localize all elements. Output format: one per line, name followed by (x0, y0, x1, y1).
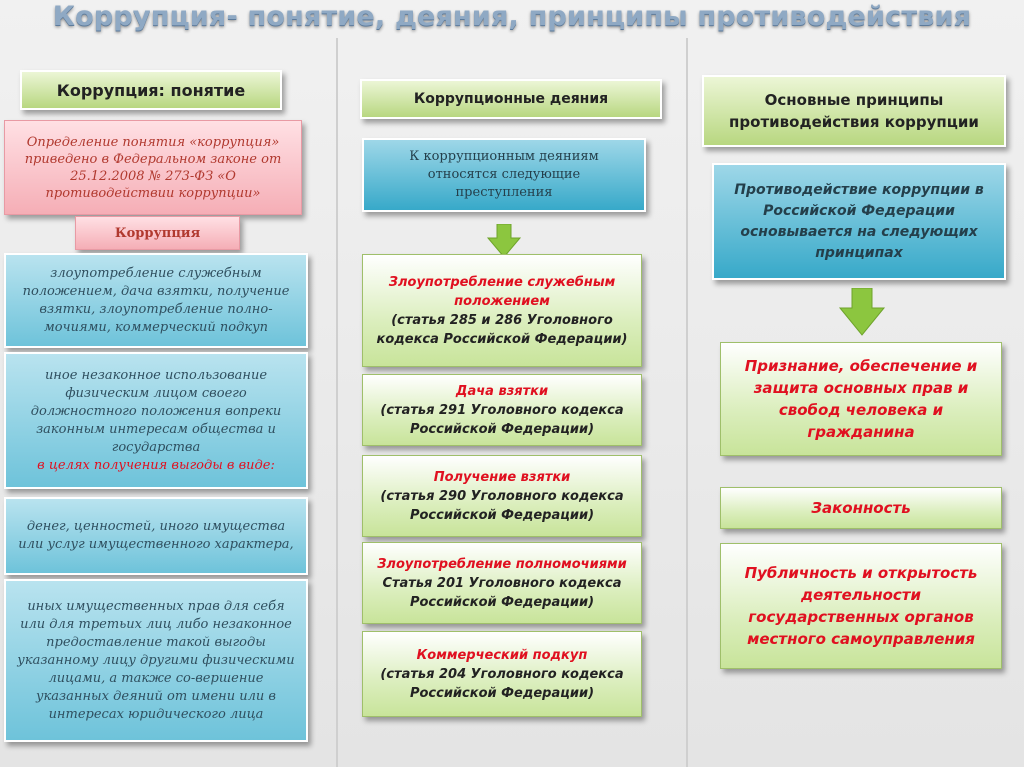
page-title: Коррупция- понятие, деяния, принципы противодействия (52, 1, 972, 32)
item-highlight: в целях получения выгоды в виде: (37, 457, 275, 473)
act-name: Получение взятки (433, 469, 571, 485)
corruption-definition: Определение понятия «коррупция» приведено в Федеральном законе от 25.12.2008 № 273-ФЗ «О противодействии коррупции» (4, 120, 302, 215)
corruption-act-card (362, 542, 642, 624)
left-column-header: Коррупция: понятие (20, 70, 282, 110)
corruption-act-card (362, 455, 642, 537)
act-name: Злоупотребление полномочиями (377, 556, 627, 572)
principles-intro: Противодействие коррупции в Российской Федерации основывается на следующих принципах (712, 163, 1006, 280)
act-reference: Статья 201 Уголовного кодекса Российской Федерации) (382, 575, 622, 610)
corruption-act-card (362, 374, 642, 446)
act-reference: (статья 285 и 286 Уголовного кодекса Российской Федерации) (376, 312, 628, 347)
middle-column-header: Коррупционные деяния (360, 79, 662, 119)
corruption-definition-item (4, 352, 308, 489)
arrow-down-icon (486, 224, 522, 258)
corruption-definition-item: иных имущественных прав для себя или для третьих лиц либо незаконное предоставление такой выгоды указанному лицу другими физическими лицами, а также со-вершение указанных деяний от имени или в интересах юридического лица (4, 579, 308, 742)
act-reference: (статья 290 Уголовного кодекса Российской Федерации) (380, 488, 624, 523)
corruption-definition-item: злоупотребление служебным положением, дача взятки, получение взятки, злоупотребление полно-мочиями, коммерческий подкуп (4, 253, 308, 348)
corruption-tag: Коррупция (75, 216, 240, 250)
corruption-definition-item: денег, ценностей, иного имущества или услуг имущественного характера, (4, 497, 308, 575)
act-reference: (статья 291 Уголовного кодекса Российской Федерации) (380, 402, 624, 437)
act-reference: (статья 204 Уголовного кодекса Российской Федерации) (380, 666, 624, 701)
principle-card: Публичность и открытость деятельности государственных органов местного самоуправления (720, 543, 1002, 669)
corruption-act-card (362, 631, 642, 717)
item-text: иное незаконное использование физическим лицом своего должностного положения вопреки законным интересам общества и государства (30, 367, 282, 455)
column-divider (336, 38, 338, 767)
corruption-act-card (362, 254, 642, 367)
act-name: Дача взятки (455, 383, 549, 399)
column-divider (686, 38, 688, 767)
act-name: Коммерческий подкуп (416, 647, 588, 663)
arrow-down-icon (838, 288, 886, 336)
principle-card: Признание, обеспечение и защита основных прав и свобод человека и гражданина (720, 342, 1002, 456)
acts-intro: К коррупционным деяниям относятся следующие преступления (362, 138, 646, 212)
act-name: Злоупотребление служебным положением (388, 274, 616, 309)
principle-card: Законность (720, 487, 1002, 529)
right-column-header: Основные принципы противодействия коррупции (702, 75, 1006, 147)
